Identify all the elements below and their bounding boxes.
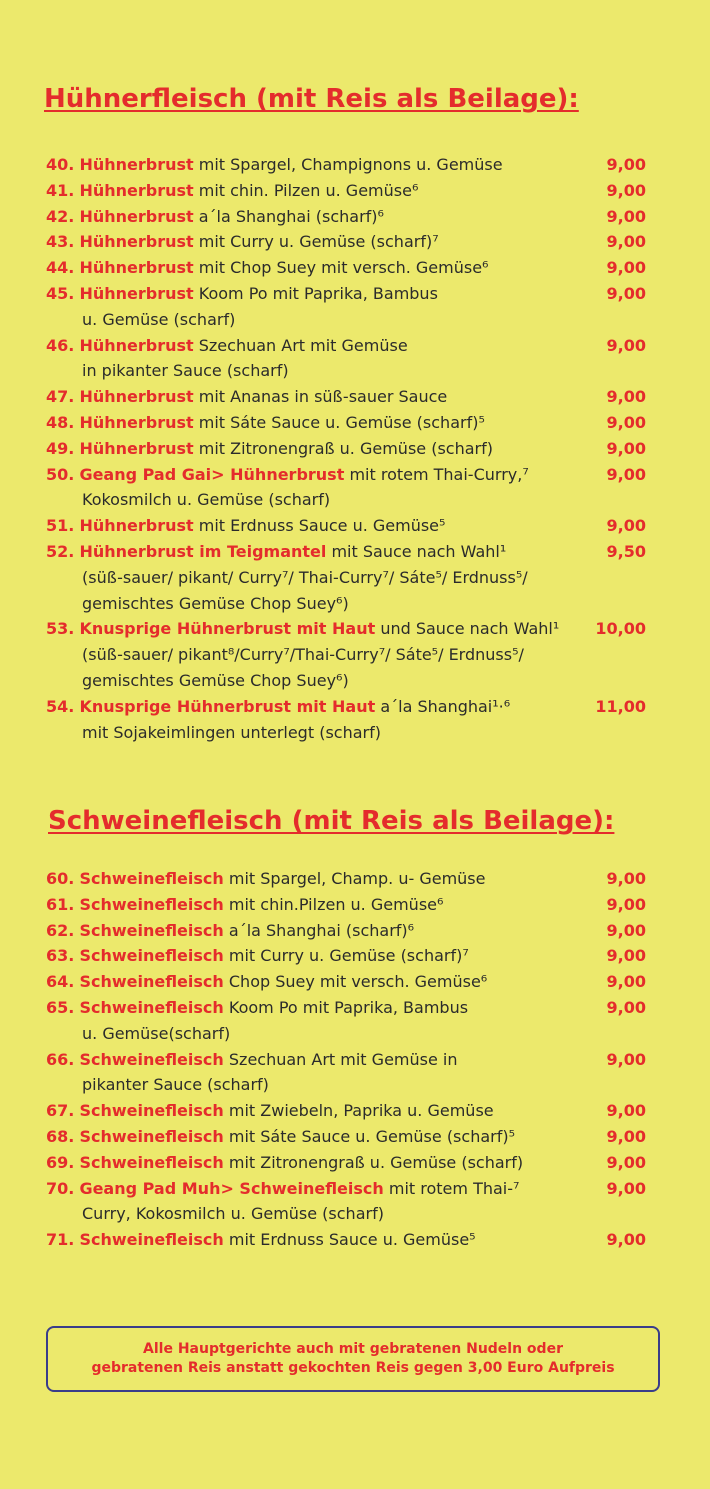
item-number: 67. — [46, 1101, 75, 1121]
item-number: 40. — [46, 155, 75, 174]
menu-item-main-line — [46, 384, 656, 410]
menu-item-main-line — [46, 892, 656, 918]
menu-item — [46, 918, 656, 944]
price: 9,00 — [606, 1178, 646, 1198]
menu-item-main-line — [46, 918, 656, 944]
dish-description: mit Zitronengraß u. Gemüse (scharf) — [223, 1152, 524, 1172]
price: 11,00 — [595, 696, 646, 716]
notice-line-1: Alle Hauptgerichte auch mit gebratenen Nudeln oder — [143, 1341, 563, 1357]
item-number: 66. — [46, 1049, 75, 1069]
dish-name: Hühnerbrust — [79, 258, 194, 278]
price: 9,00 — [606, 1152, 646, 1172]
dish-description: mit Chop Suey mit versch. Gemüse⁶ — [193, 258, 489, 278]
menu-item-main-line — [46, 866, 656, 892]
item-number: 60. — [46, 869, 75, 888]
dish-name: Hühnerbrust — [79, 180, 194, 200]
item-number: 63. — [46, 946, 75, 966]
menu-item-main-line — [46, 436, 656, 462]
menu-item — [46, 333, 656, 385]
menu-item — [46, 281, 656, 333]
item-number: 43. — [46, 232, 75, 252]
dish-description-continued: u. Gemüse(scharf) — [82, 1023, 231, 1043]
menu-item-main-line — [46, 1047, 656, 1073]
item-number: 70. — [46, 1178, 75, 1198]
price: 9,00 — [606, 412, 646, 432]
menu-item — [46, 995, 656, 1047]
item-number: 62. — [46, 920, 75, 940]
menu-item — [46, 866, 656, 892]
dish-name: Schweinefleisch — [79, 972, 224, 992]
dish-description: a´la Shanghai¹·⁶ — [375, 696, 511, 716]
menu-item-main-line — [46, 616, 656, 642]
dish-description: mit Sauce nach Wahl¹ — [326, 541, 507, 561]
menu-item — [46, 384, 656, 410]
menu-item — [46, 892, 656, 918]
item-number: 71. — [46, 1230, 75, 1250]
menu-item — [46, 204, 656, 230]
dish-name: Schweinefleisch — [79, 1152, 224, 1172]
menu-item-main-line — [46, 1227, 656, 1253]
side-dish-notice-box — [46, 1326, 660, 1392]
dish-description-continued: Kokosmilch u. Gemüse (scharf) — [82, 490, 331, 510]
item-number: 53. — [46, 619, 75, 639]
notice-line-2: gebratenen Reis anstatt gekochten Reis gegen 3,00 Euro Aufpreis — [91, 1360, 615, 1376]
menu-item-main-line — [46, 969, 656, 995]
menu-item — [46, 255, 656, 281]
dish-name: Hühnerbrust — [79, 387, 194, 407]
dish-description-continued: pikanter Sauce (scharf) — [82, 1075, 269, 1095]
price: 9,00 — [606, 1101, 646, 1121]
dish-description: mit Curry u. Gemüse (scharf)⁷ — [223, 946, 469, 966]
dish-name: Hühnerbrust — [79, 516, 194, 536]
pork-section-title: Schweinefleisch (mit Reis als Beilage): — [48, 806, 615, 836]
dish-description: mit Sáte Sauce u. Gemüse (scharf)⁵ — [193, 412, 485, 432]
dish-name: Schweinefleisch — [79, 869, 224, 888]
dish-name: Knusprige Hühnerbrust mit Haut — [79, 619, 376, 639]
price: 10,00 — [595, 619, 646, 639]
dish-name: Schweinefleisch — [79, 894, 224, 914]
price: 9,00 — [606, 1049, 646, 1069]
menu-item — [46, 1227, 656, 1253]
dish-description: mit rotem Thai-Curry,⁷ — [344, 464, 529, 484]
dish-description: a´la Shanghai (scharf)⁶ — [193, 206, 384, 226]
dish-name: Schweinefleisch — [79, 920, 224, 940]
price: 9,00 — [606, 997, 646, 1017]
item-number: 50. — [46, 464, 75, 484]
dish-description: mit Spargel, Champ. u- Gemüse — [223, 869, 486, 888]
item-number: 42. — [46, 206, 75, 226]
menu-item — [46, 1047, 656, 1099]
item-number: 61. — [46, 894, 75, 914]
menu-item — [46, 539, 656, 616]
menu-item — [46, 1124, 656, 1150]
item-number: 45. — [46, 283, 75, 303]
price: 9,00 — [606, 155, 646, 174]
dish-name: Knusprige Hühnerbrust mit Haut — [79, 696, 376, 716]
item-number: 47. — [46, 387, 75, 407]
menu-item — [46, 1150, 656, 1176]
price: 9,00 — [606, 920, 646, 940]
item-number: 64. — [46, 972, 75, 992]
menu-item-main-line — [46, 204, 656, 230]
dish-name: Hühnerbrust — [79, 155, 194, 174]
dish-name: Hühnerbrust — [79, 335, 194, 355]
dish-name: Hühnerbrust — [79, 438, 194, 458]
price: 9,00 — [606, 464, 646, 484]
item-number: 52. — [46, 541, 75, 561]
menu-item — [46, 943, 656, 969]
menu-item — [46, 1098, 656, 1124]
menu-item — [46, 969, 656, 995]
menu-item-main-line — [46, 410, 656, 436]
dish-description: Koom Po mit Paprika, Bambus — [223, 997, 469, 1017]
price: 9,00 — [606, 206, 646, 226]
menu-item-main-line — [46, 995, 656, 1021]
chicken-section-title: Hühnerfleisch (mit Reis als Beilage): — [44, 84, 579, 114]
menu-item — [46, 436, 656, 462]
menu-item-main-line — [46, 943, 656, 969]
dish-description: mit Erdnuss Sauce u. Gemüse⁵ — [193, 516, 446, 536]
menu-item — [46, 178, 656, 204]
menu-item-main-line — [46, 1124, 656, 1150]
price: 9,00 — [606, 869, 646, 888]
dish-description: mit Curry u. Gemüse (scharf)⁷ — [193, 232, 439, 252]
dish-name: Hühnerbrust — [79, 412, 194, 432]
pork-menu-list — [46, 866, 656, 1253]
dish-description: mit Spargel, Champignons u. Gemüse — [193, 155, 503, 174]
price: 9,00 — [606, 438, 646, 458]
dish-description: Szechuan Art mit Gemüse in — [223, 1049, 458, 1069]
menu-item — [46, 513, 656, 539]
dish-name: Hühnerbrust — [79, 283, 194, 303]
price: 9,00 — [606, 335, 646, 355]
dish-name: Geang Pad Muh> Schweinefleisch — [79, 1178, 384, 1198]
menu-item-main-line — [46, 152, 656, 178]
dish-description: Szechuan Art mit Gemüse — [193, 335, 408, 355]
price: 9,00 — [606, 1126, 646, 1146]
item-number: 48. — [46, 412, 75, 432]
dish-name: Schweinefleisch — [79, 1230, 224, 1250]
menu-item — [46, 462, 656, 514]
menu-item-main-line — [46, 1176, 656, 1202]
price: 9,00 — [606, 972, 646, 992]
menu-item-main-line — [46, 229, 656, 255]
menu-item — [46, 616, 656, 693]
menu-item — [46, 229, 656, 255]
dish-name: Geang Pad Gai> Hühnerbrust — [79, 464, 345, 484]
price: 9,00 — [606, 387, 646, 407]
price: 9,00 — [606, 946, 646, 966]
dish-description: mit Erdnuss Sauce u. Gemüse⁵ — [223, 1230, 476, 1250]
dish-description: mit Ananas in süß-sauer Sauce — [193, 387, 448, 407]
item-number: 68. — [46, 1126, 75, 1146]
price: 9,00 — [606, 1230, 646, 1250]
price: 9,00 — [606, 516, 646, 536]
item-number: 44. — [46, 258, 75, 278]
item-number: 54. — [46, 696, 75, 716]
dish-description-continued: (süß-sauer/ pikant⁸/Curry⁷/Thai-Curry⁷/ Sáte⁵/ Erdnuss⁵/ gemischtes Gemüse Chop Suey⁶) — [82, 645, 524, 690]
dish-description-continued: Curry, Kokosmilch u. Gemüse (scharf) — [82, 1204, 384, 1224]
chicken-menu-list — [46, 152, 656, 745]
dish-name: Schweinefleisch — [79, 997, 224, 1017]
price: 9,00 — [606, 180, 646, 200]
item-number: 51. — [46, 516, 75, 536]
dish-description: mit Sáte Sauce u. Gemüse (scharf)⁵ — [223, 1126, 515, 1146]
price: 9,00 — [606, 258, 646, 278]
dish-description: a´la Shanghai (scharf)⁶ — [223, 920, 415, 940]
item-number: 69. — [46, 1152, 75, 1172]
dish-description-continued: in pikanter Sauce (scharf) — [82, 361, 289, 381]
dish-description: mit chin.Pilzen u. Gemüse⁶ — [223, 894, 444, 914]
dish-description: mit rotem Thai-⁷ — [383, 1178, 520, 1198]
dish-description: Koom Po mit Paprika, Bambus — [193, 283, 438, 303]
menu-item — [46, 152, 656, 178]
dish-description: Chop Suey mit versch. Gemüse⁶ — [223, 972, 488, 992]
menu-item-main-line — [46, 255, 656, 281]
menu-item-main-line — [46, 178, 656, 204]
menu-item-main-line — [46, 1150, 656, 1176]
menu-item-main-line — [46, 694, 656, 720]
menu-item-main-line — [46, 513, 656, 539]
item-number: 65. — [46, 997, 75, 1017]
menu-item-main-line — [46, 333, 656, 359]
menu-item — [46, 694, 656, 746]
dish-description-continued: (süß-sauer/ pikant/ Curry⁷/ Thai-Curry⁷/ Sáte⁵/ Erdnuss⁵/ gemischtes Gemüse Chop Suey⁶) — [82, 567, 528, 613]
price: 9,00 — [606, 232, 646, 252]
dish-description: mit chin. Pilzen u. Gemüse⁶ — [193, 180, 419, 200]
price: 9,00 — [606, 894, 646, 914]
menu-item-main-line — [46, 539, 656, 565]
item-number: 49. — [46, 438, 75, 458]
price: 9,50 — [606, 541, 646, 561]
item-number: 41. — [46, 180, 75, 200]
item-number: 46. — [46, 335, 75, 355]
dish-description: und Sauce nach Wahl¹ — [375, 619, 560, 639]
dish-description: mit Zitronengraß u. Gemüse (scharf) — [193, 438, 493, 458]
menu-item-main-line — [46, 462, 656, 488]
price: 9,00 — [606, 283, 646, 303]
dish-name: Hühnerbrust — [79, 232, 194, 252]
dish-name: Hühnerbrust im Teigmantel — [79, 541, 327, 561]
dish-name: Schweinefleisch — [79, 1049, 224, 1069]
dish-name: Schweinefleisch — [79, 946, 224, 966]
dish-name: Hühnerbrust — [79, 206, 194, 226]
menu-item — [46, 410, 656, 436]
dish-name: Schweinefleisch — [79, 1101, 224, 1121]
menu-item-main-line — [46, 281, 656, 307]
menu-item-main-line — [46, 1098, 656, 1124]
dish-description-continued: u. Gemüse (scharf) — [82, 309, 236, 329]
dish-description: mit Zwiebeln, Paprika u. Gemüse — [223, 1101, 494, 1121]
menu-item — [46, 1176, 656, 1228]
dish-name: Schweinefleisch — [79, 1126, 224, 1146]
dish-description-continued: mit Sojakeimlingen unterlegt (scharf) — [82, 722, 381, 742]
